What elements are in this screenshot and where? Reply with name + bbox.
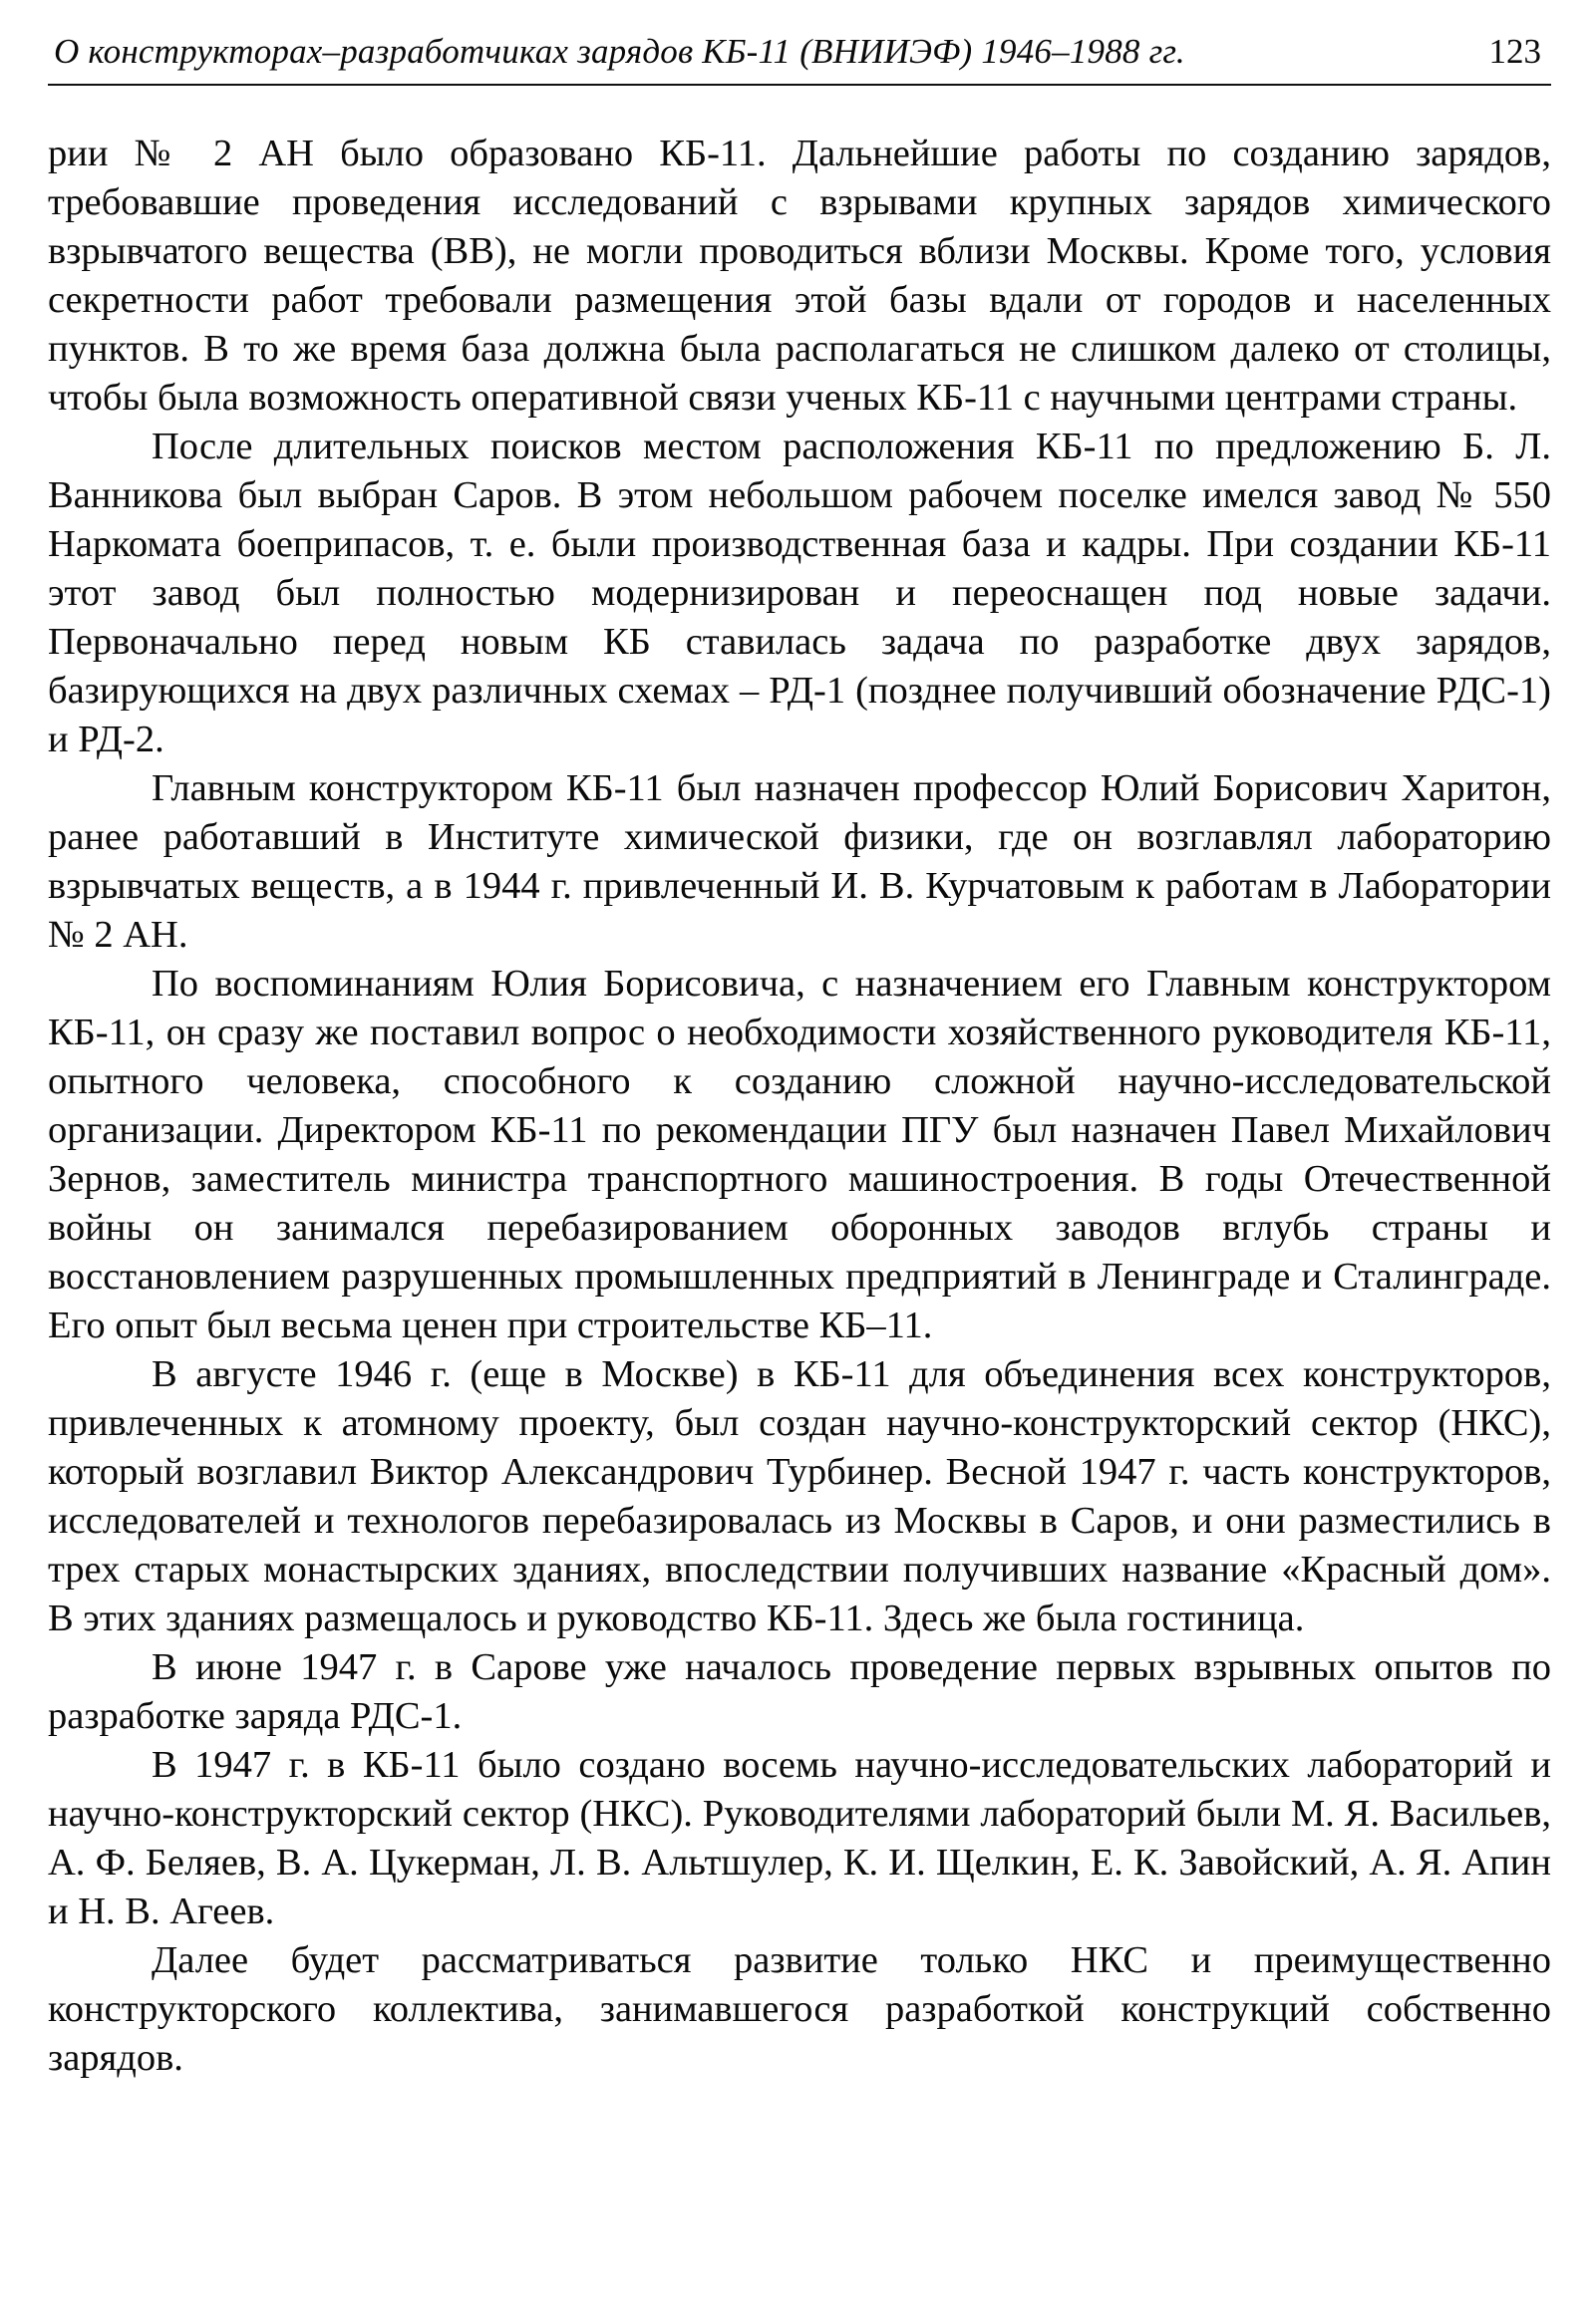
paragraph: Главным конструктором КБ-11 был назначен профессор Юлий Борисович Харитон, ранее работавший в Институте химической физики, где он возглавлял лабораторию взрывчатых веществ, а в 1944 г. привлеченный И. В. Курчатовым к работам в Лаборатории № 2 АН.: [48, 767, 1551, 956]
paragraph-continuation: рии № 2 АН было образовано КБ-11. Дальнейшие работы по созданию зарядов, требовавшие проведения исследований с взрывами крупных зарядов химического взрывчатого вещества (ВВ), не могли проводиться вблизи Москвы. Кроме того, условия секретности работ требовали размещения этой базы вдали от городов и населенных пунктов. В то же время база должна была располагаться не слишком далеко от столицы, чтобы была возможность оперативной связи ученых КБ-11 с научными центрами страны.: [48, 133, 1551, 419]
header-title: О конструкторах–разработчиках зарядов КБ-11 (ВНИИЭФ) 1946–1988 гг.: [54, 32, 1185, 71]
running-header: [48, 28, 1551, 86]
paragraph: В июне 1947 г. в Сарове уже началось проведение первых взрывных опытов по разработке заряда РДС-1.: [48, 1646, 1551, 1737]
page-number: 123: [1488, 32, 1541, 71]
paragraph: Далее будет рассматриваться развитие только НКС и преимущественно конструкторского коллектива, занимавшегося разработкой конструкций собственно зарядов.: [48, 1939, 1551, 2079]
book-page: [40, 0, 1555, 2324]
paragraph: После длительных поисков местом расположения КБ-11 по предложению Б. Л. Ванникова был выбран Саров. В этом небольшом рабочем поселке имелся завод № 550 Наркомата боеприпасов, т. е. были производственная база и кадры. При создании КБ-11 этот завод был полностью модернизирован и переоснащен под новые задачи. Первоначально перед новым КБ ставилась задача по разработке двух зарядов, базирующихся на двух различных схемах – РД-1 (позднее получивший обозначение РДС-1) и РД-2.: [48, 426, 1551, 760]
body-text: [48, 130, 1551, 2083]
paragraph: В августе 1946 г. (еще в Москве) в КБ-11 для объединения всех конструкторов, привлеченных к атомному проекту, был создан научно-конструкторский сектор (НКС), который возглавил Виктор Александрович Турбинер. Весной 1947 г. часть конструкторов, исследователей и технологов перебазировалась из Москвы в Саров, и они разместились в трех старых монастырских зданиях, впоследствии получивших название «Красный дом». В этих зданиях размещалось и руководство КБ-11. Здесь же была гостиница.: [48, 1353, 1551, 1639]
paragraph: В 1947 г. в КБ-11 было создано восемь научно-исследовательских лабораторий и научно-конструкторский сектор (НКС). Руководителями лабораторий были М. Я. Васильев, А. Ф. Беляев, В. А. Цукерман, Л. В. Альтшулер, К. И. Щелкин, Е. К. Завойский, А. Я. Апин и Н. В. Агеев.: [48, 1744, 1551, 1932]
paragraph: По воспоминаниям Юлия Борисовича, с назначением его Главным конструктором КБ-11, он сразу же поставил вопрос о необходимости хозяйственного руководителя КБ-11, опытного человека, способного к созданию сложной научно-исследовательской организации. Директором КБ-11 по рекомендации ПГУ был назначен Павел Михайлович Зернов, заместитель министра транспортного машиностроения. В годы Отечественной войны он занимался перебазированием оборонных заводов вглубь страны и восстановлением разрушенных промышленных предприятий в Ленинграде и Сталинграде. Его опыт был весьма ценен при строительстве КБ–11.: [48, 963, 1551, 1346]
